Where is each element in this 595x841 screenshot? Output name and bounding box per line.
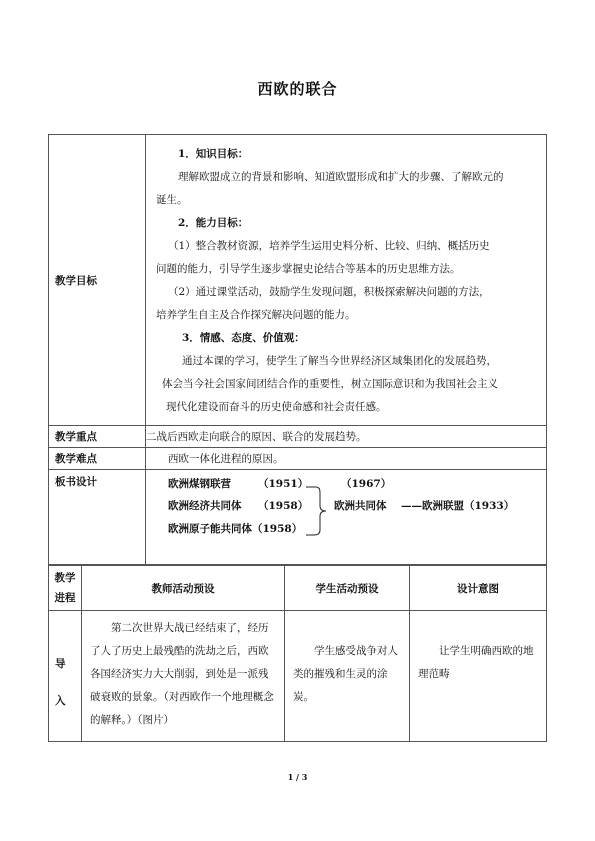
goal1-heading: 1．知识目标：: [178, 148, 249, 160]
goal1-text-b: 诞生。: [156, 194, 188, 206]
board-eec: 欧洲经济共同体: [168, 500, 242, 512]
stage-cell: [49, 611, 82, 742]
diff-label: 教学难点: [55, 453, 97, 465]
header-intent: 设计意图: [410, 566, 547, 611]
goals-label: 教学目标: [55, 274, 97, 287]
goals-label-cell: [49, 135, 146, 426]
diff-label-cell: [49, 448, 146, 470]
board-ecsc-year: （1951）: [258, 478, 309, 490]
table-row: [49, 426, 547, 448]
intent-text: 让学生明确西欧的地理范畴: [410, 611, 547, 742]
lesson-plan-table: [48, 134, 547, 565]
table-row: [49, 135, 547, 426]
goal1-text-a: 理解欧盟成立的背景和影响、知道欧盟形成和扩大的步骤、了解欧元的: [178, 171, 504, 183]
key-label: 教学重点: [55, 431, 97, 443]
board-diagram: [146, 470, 546, 560]
goal3-heading: 3．情感、态度、价值观：: [182, 332, 305, 344]
board-cell: [146, 470, 547, 565]
header-process-b: 进程: [54, 592, 76, 604]
goal3-text-a: 通过本课的学习，使学生了解当今世界经济区域集团化的发展趋势，: [182, 355, 497, 367]
board-label-cell: [49, 470, 146, 565]
board-eec-year: （1958）: [258, 500, 309, 512]
header-process: [49, 566, 82, 611]
teacher-text: 第二次世界大战已经结束了，经历了人了历史上最残酷的洗劫之后，西欧各国经济实力大大削弱，到处是一派残破衰败的景象。（对西欧作一个地理概念的解释。）（图片）: [82, 611, 285, 742]
page-title: 西欧的联合: [257, 80, 338, 98]
stage-b: 入: [55, 695, 66, 707]
stage-a: 导: [55, 658, 66, 670]
table-row: [49, 566, 547, 611]
diff-text: 西欧一体化进程的原因。: [146, 448, 547, 470]
goal2-text-d: 培养学生自主及合作探究解决问题的能力。: [156, 309, 356, 321]
board-brace-icon: [304, 478, 338, 538]
key-label-cell: [49, 426, 146, 448]
goal2-text-a: （1）整合教材资源，培养学生运用史料分析、比较、归纳、概括历史: [168, 240, 490, 252]
header-student: 学生活动预设: [285, 566, 410, 611]
goal2-text-b: 问题的能力，引导学生逐步掌握史论结合等基本的历史思维方法。: [156, 263, 461, 275]
board-eu: ——欧洲联盟（1933）: [401, 500, 515, 512]
board-euratom: 欧洲原子能共同体（1958）: [168, 523, 303, 535]
goal2-heading: 2．能力目标：: [178, 217, 249, 229]
student-text: 学生感受战争对人类的摧残和生灵的涂炭。: [285, 611, 410, 742]
table-row: [49, 470, 547, 565]
table-row: [49, 611, 547, 742]
goal3-text-c: 现代化建设而奋斗的历史使命感和社会责任感。: [166, 401, 387, 413]
goal3-text-b: 体会当今社会国家间团结合作的重要性，树立国际意识和为我国社会主义: [162, 378, 498, 390]
goal2-text-c: （2）通过课堂活动，鼓励学生发现问题，积极探索解决问题的方法，: [168, 286, 490, 298]
table-row: [49, 448, 547, 470]
goals-content-cell: [146, 135, 547, 426]
header-process-a: 教学: [54, 572, 76, 584]
process-table: [48, 565, 547, 742]
board-ec: 欧洲共同体: [334, 500, 387, 512]
page-number: 1 / 3: [287, 772, 308, 782]
header-teacher: 教师活动预设: [82, 566, 285, 611]
board-ecsc: 欧洲煤钢联营: [168, 478, 231, 490]
board-ec-year: （1967）: [341, 478, 392, 490]
key-text: 二战后西欧走向联合的原因、联合的发展趋势。: [146, 426, 547, 448]
board-label: 板书设计: [55, 476, 97, 488]
